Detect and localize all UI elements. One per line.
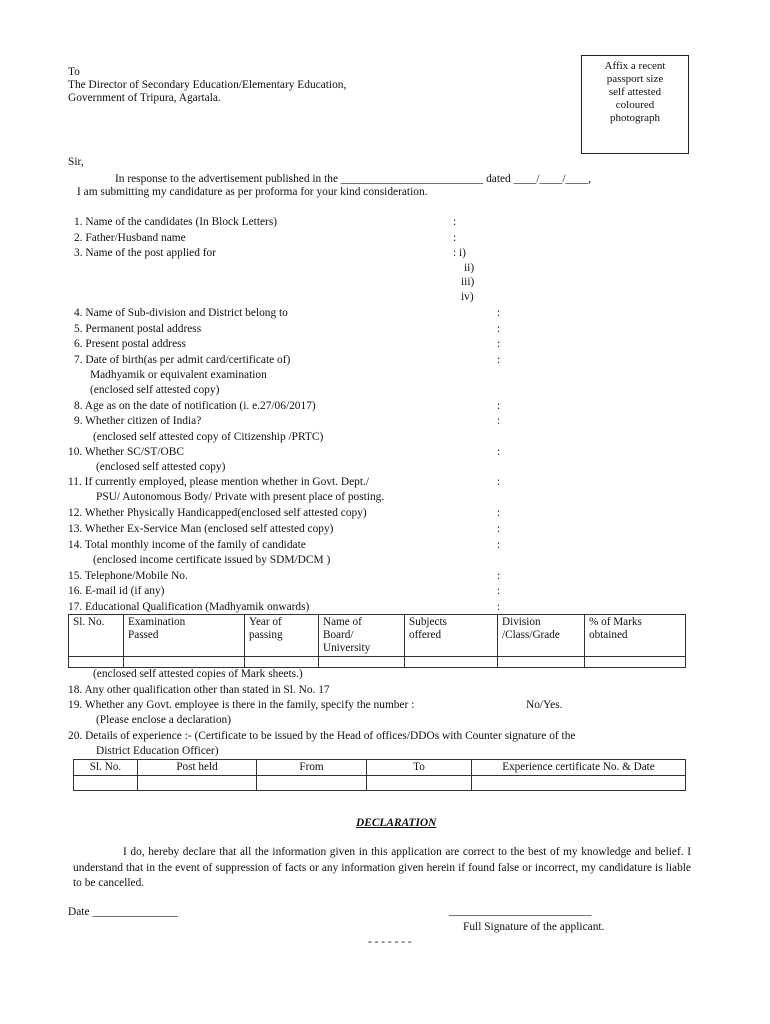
header-cell: From — [257, 760, 367, 776]
item-12: 12. Whether Physically Handicapped(enclosed self attested copy) — [68, 507, 367, 519]
photo-box — [581, 55, 689, 154]
header-cell: Examination Passed — [124, 615, 245, 657]
item-19-line2: (Please enclose a declaration) — [96, 714, 232, 726]
table-cell[interactable] — [585, 657, 686, 668]
item-19: 19. Whether any Govt. employee is there in the family, specify the number : — [68, 699, 415, 711]
table-cell[interactable] — [69, 657, 124, 668]
header-cell: Division /Class/Grade — [498, 615, 585, 657]
item-9: 9. Whether citizen of India? — [74, 415, 202, 427]
item-19-answer: No/Yes. — [526, 699, 563, 711]
table-cell[interactable] — [472, 776, 686, 791]
header-cell: Sl. No. — [74, 760, 138, 776]
item-20-line2: District Education Officer) — [96, 745, 219, 757]
colon: : — [497, 307, 501, 319]
post-sub-iii: iii) — [461, 276, 475, 288]
colon: : — [497, 585, 501, 597]
item-15: 15. Telephone/Mobile No. — [68, 570, 188, 582]
table-cell[interactable] — [74, 776, 138, 791]
address-line1: The Director of Secondary Education/Elementary Education, — [68, 79, 347, 91]
post-sub-iv: iv) — [461, 291, 474, 303]
colon: : — [453, 232, 457, 244]
education-table-row — [69, 657, 686, 668]
colon: : — [497, 570, 501, 582]
header-cell: Post held — [138, 760, 257, 776]
colon: : — [497, 507, 501, 519]
item-11-line2: PSU/ Autonomous Body/ Private with present place of posting. — [96, 491, 385, 503]
header-cell: Sl. No. — [69, 615, 124, 657]
photo-line: self attested — [608, 86, 662, 98]
item-7-line3: (enclosed self attested copy) — [90, 384, 220, 396]
header-cell: Year of passing — [245, 615, 319, 657]
photo-line: photograph — [609, 112, 661, 124]
experience-table-header — [74, 760, 686, 776]
intro-line1: In response to the advertisement published in the _________________________ dated ____/____/____, — [115, 173, 592, 185]
item-16: 16. E-mail id (if any) — [68, 585, 165, 597]
item-10: 10. Whether SC/ST/OBC — [68, 446, 184, 458]
header-cell: Subjects offered — [405, 615, 498, 657]
item-4: 4. Name of Sub-division and District belong to — [74, 307, 288, 319]
colon: : — [497, 476, 501, 488]
item-20: 20. Details of experience :- (Certificate to be issued by the Head of offices/DDOs with Counter signature of the — [68, 730, 576, 742]
item-2: 2. Father/Husband name — [74, 232, 186, 244]
table-cell[interactable] — [257, 776, 367, 791]
header-cell: To — [367, 760, 472, 776]
experience-table — [73, 759, 686, 791]
table-cell[interactable] — [138, 776, 257, 791]
table-cell[interactable] — [367, 776, 472, 791]
photo-line: Affix a recent — [604, 60, 666, 72]
education-table-header — [69, 615, 686, 657]
colon-i: : i) — [453, 247, 466, 259]
address-line2: Government of Tripura, Agartala. — [68, 92, 221, 104]
header-cell: Experience certificate No. & Date — [472, 760, 686, 776]
item-11: 11. If currently employed, please mention whether in Govt. Dept./ — [68, 476, 370, 488]
intro-line2: I am submitting my candidature as per proforma for your kind consideration. — [77, 186, 428, 198]
signature-label: Full Signature of the applicant. — [463, 921, 605, 933]
end-marker: - - - - - - - — [368, 936, 412, 948]
item-6: 6. Present postal address — [74, 338, 186, 350]
declaration-text: I do, hereby declare that all the information given in this application are correct to the best of my knowledge and belief. I understand that in the event of suppression of facts or any information given herein if found false or incorrect, my candidature is liable to be cancelled. — [73, 846, 691, 889]
item-8: 8. Age as on the date of notification (i. e.27/06/2017) — [74, 400, 316, 412]
colon: : — [497, 601, 501, 613]
education-table — [68, 614, 686, 668]
item-9-line2: (enclosed self attested copy of Citizenship /PRTC) — [93, 431, 324, 443]
item-13: 13. Whether Ex-Service Man (enclosed self attested copy) — [68, 523, 334, 535]
table-cell[interactable] — [498, 657, 585, 668]
post-sub-ii: ii) — [464, 262, 475, 274]
photo-line: coloured — [615, 99, 655, 111]
item-18: 18. Any other qualification other than stated in Sl. No. 17 — [68, 684, 330, 696]
header-cell: % of Marks obtained — [585, 615, 686, 657]
colon: : — [497, 338, 501, 350]
item-1: 1. Name of the candidates (In Block Letters) — [74, 216, 278, 228]
header-cell: Name of Board/ University — [319, 615, 405, 657]
colon: : — [497, 539, 501, 551]
declaration-title: DECLARATION — [356, 817, 437, 829]
item-5: 5. Permanent postal address — [74, 323, 202, 335]
marksheet-note: (enclosed self attested copies of Mark sheets.) — [93, 668, 303, 680]
table-cell[interactable] — [405, 657, 498, 668]
colon: : — [453, 216, 457, 228]
colon: : — [497, 415, 501, 427]
item-3: 3. Name of the post applied for — [74, 247, 217, 259]
salutation: Sir, — [68, 156, 84, 168]
experience-table-row — [74, 776, 686, 791]
photo-line: passport size — [606, 73, 664, 85]
colon: : — [497, 400, 501, 412]
table-cell[interactable] — [245, 657, 319, 668]
date-field[interactable]: Date _______________ — [68, 906, 178, 918]
item-10-line2: (enclosed self attested copy) — [96, 461, 226, 473]
item-7-line2: Madhyamik or equivalent examination — [90, 369, 267, 381]
colon: : — [497, 323, 501, 335]
colon: : — [497, 523, 501, 535]
table-cell[interactable] — [319, 657, 405, 668]
item-14: 14. Total monthly income of the family of candidate — [68, 539, 306, 551]
table-cell[interactable] — [124, 657, 245, 668]
colon: : — [497, 354, 501, 366]
signature-line[interactable]: _________________________ — [449, 905, 592, 917]
item-14-line2: (enclosed income certificate issued by SDM/DCM ) — [93, 554, 331, 566]
colon: : — [497, 446, 501, 458]
item-17: 17. Educational Qualification (Madhyamik onwards) — [68, 601, 310, 613]
item-7: 7. Date of birth(as per admit card/certificate of) — [74, 354, 291, 366]
address-to: To — [68, 66, 80, 78]
